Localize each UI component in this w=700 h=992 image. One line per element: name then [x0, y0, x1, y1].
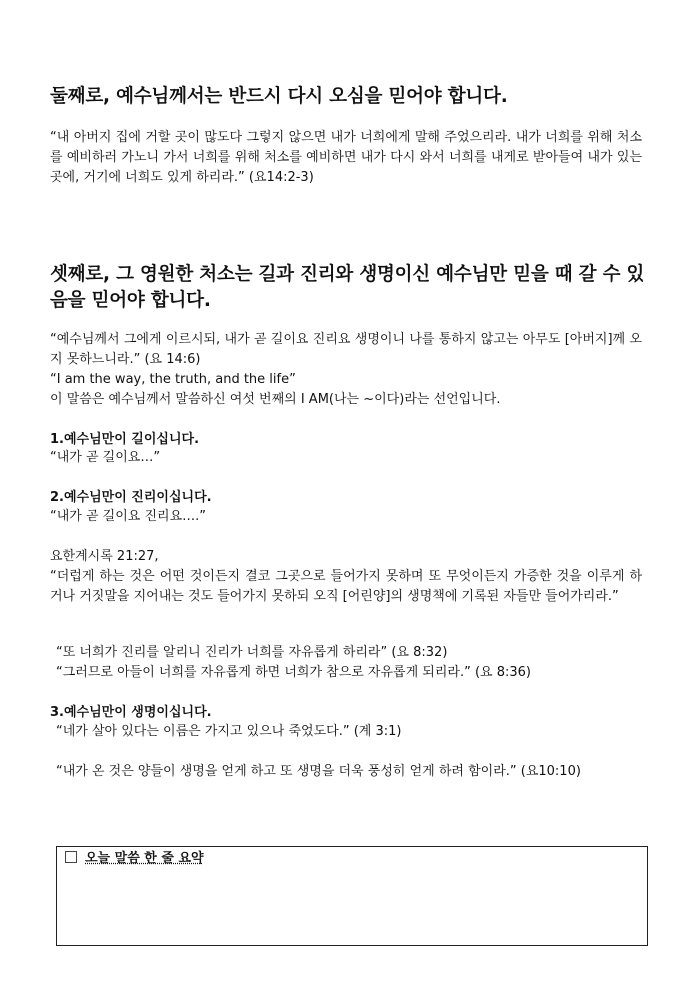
section-third-english: “I am the way, the truth, and the life”: [50, 372, 296, 387]
summary-header: [65, 850, 204, 868]
section-third-declaration: 이 말씀은 예수님께서 말씀하신 여섯 번째의 I AM(나는 ~이다)라는 선언입니다.: [50, 392, 501, 407]
section-second-heading: 둘째로, 예수님께서는 반드시 다시 오심을 믿어야 합니다.: [50, 86, 508, 107]
section-third-quote: “예수님께서 그에게 이르시되, 내가 곧 길이요 진리요 생명이니 나를 통하지 않고는 아무도 [아버지]께 오지 못하느니라.” (요 14:6): [50, 332, 642, 367]
point1-title: 1.예수님만이 길이십니다.: [50, 432, 200, 447]
revelation-quote: “더럽게 하는 것은 어떤 것이든지 결코 그곳으로 들어가지 못하며 또 무엇이든지 가증한 것을 이루게 하거나 거짓말을 지어내는 것도 들어가지 못하되 오직 [어린양]의 생명책에 기록된 자들만 들어가리라.”: [50, 569, 642, 604]
section-second-quote: “내 아버지 집에 거할 곳이 많도다 그렇지 않으면 내가 너희에게 말해 주었으리라. 내가 너희를 위해 처소를 예비하러 가노니 가서 너희를 위해 처소를 예비하면 내가 다시 와서 너희를 내게로 받아들여 내가 있는 곳에, 거기에 너희도 있게 하리라.” (요14:2-3): [50, 130, 642, 185]
point3-title: 3.예수님만이 생명이십니다.: [50, 705, 212, 720]
john-8-36-quote: “그러므로 아들이 너희를 자유롭게 하면 너희가 참으로 자유롭게 되리라.” (요 8:36): [56, 665, 532, 680]
summary-label: 오늘 말씀 한 줄 요약: [85, 851, 204, 866]
point2-title: 2.예수님만이 진리이십니다.: [50, 490, 212, 505]
section-third-heading: 셋째로, 그 영원한 처소는 길과 진리와 생명이신 예수님만 믿을 때 갈 수 있음을 믿어야 합니다.: [50, 264, 645, 311]
revelation-ref: 요한계시록 21:27,: [50, 549, 159, 564]
john-8-32-quote: “또 너희가 진리를 알리니 진리가 너희를 자유롭게 하리라” (요 8:32): [56, 645, 448, 660]
checkbox-icon[interactable]: [65, 851, 77, 863]
summary-box[interactable]: [56, 846, 648, 946]
revelation-3-1-quote: “네가 살아 있다는 이름은 가지고 있으나 죽었도다.” (계 3:1): [56, 724, 402, 739]
john-10-10-quote: “내가 온 것은 양들이 생명을 얻게 하고 또 생명을 더욱 풍성히 얻게 하려 함이라.” (요10:10): [56, 764, 581, 779]
point1-quote: “내가 곧 길이요…”: [50, 450, 161, 465]
point2-quote: “내가 곧 길이요 진리요….”: [50, 509, 207, 524]
